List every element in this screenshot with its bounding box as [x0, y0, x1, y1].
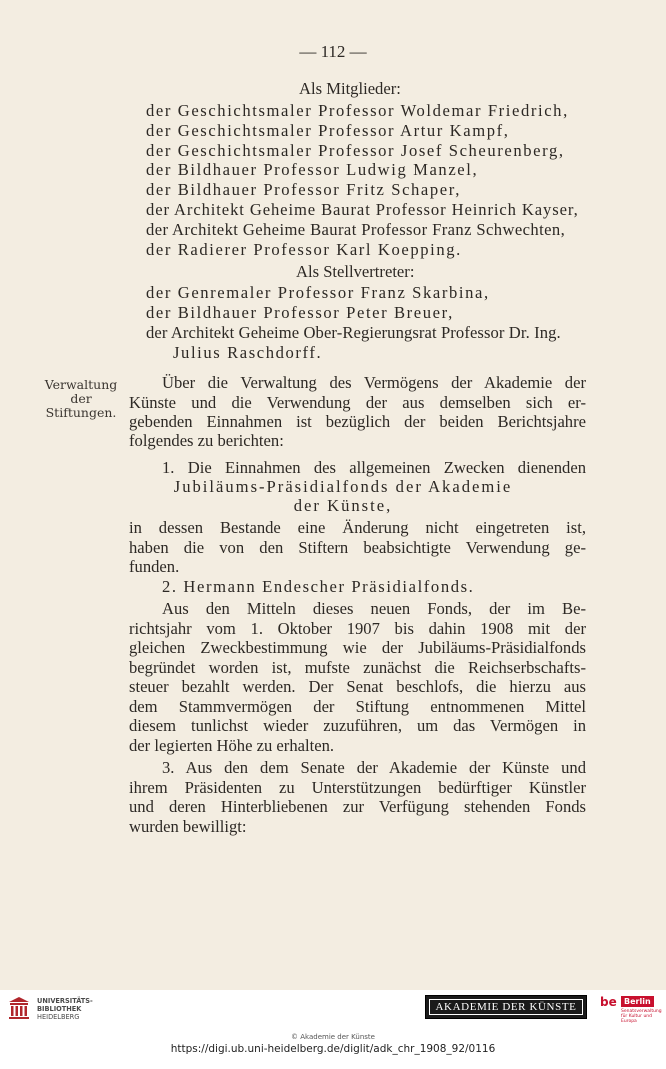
paragraph-line: folgendes zu berichten: — [129, 431, 284, 450]
member-line: der Geschichtsmaler Professor Woldemar Friedrich, — [146, 101, 569, 120]
member-line: der Radierer Professor Karl Koepping. — [146, 240, 462, 259]
paragraph-line: Über die Verwaltung des Vermögens der Akademie der — [162, 373, 586, 392]
paragraph-line: und deren Hinterbliebenen zur Verfügung stehenden Fonds — [129, 797, 586, 816]
section2-heading: 2. Hermann Endescher Präsidialfonds. — [162, 577, 475, 596]
paragraph-line: ihrem Präsidenten zu Unterstützungen bedürftiger Künstler — [129, 778, 586, 797]
paragraph-line: wurden bewilligt: — [129, 817, 247, 836]
library-logo-icon — [8, 996, 30, 1020]
copyright-text: © Akademie der Künste — [291, 1033, 375, 1041]
paragraph-line: dem Stammvermögen der Stiftung entnommenen Mittel — [129, 697, 586, 716]
adk-logo-label: AKADEMIE DER KÜNSTE — [429, 999, 583, 1015]
member-line: der Architekt Geheime Baurat Professor Heinrich Kayser, — [146, 200, 579, 219]
paragraph-line: der legierten Höhe zu erhalten. — [129, 736, 335, 755]
library-name: UNIVERSITÄTS- BIBLIOTHEK HEIDELBERG — [37, 997, 93, 1021]
paragraph-line: gebenden Einnahmen ist bezüglich der beiden Berichtsjahre — [129, 412, 586, 431]
paragraph-line: begründet worden ist, mufste zunächst die Reichserbschafts- — [129, 658, 586, 677]
section1-heading: Jubiläums-Präsidialfonds der Akademie — [173, 477, 513, 496]
paragraph-line: diesem tunlichst wieder zuzuführen, um das Vermögen in — [129, 716, 586, 735]
paragraph-line: in dessen Bestande eine Änderung nicht eingetreten ist, — [129, 518, 586, 537]
member-line: der Geschichtsmaler Professor Josef Scheurenberg, — [146, 141, 565, 160]
berlin-subtitle: Senatsverwaltung für Kultur und Europa — [621, 1009, 662, 1024]
member-line: der Geschichtsmaler Professor Artur Kampf, — [146, 121, 510, 140]
deputies-heading: Als Stellvertreter: — [296, 262, 415, 281]
page-number: — 112 — — [299, 42, 367, 61]
paragraph-line: richtsjahr vom 1. Oktober 1907 bis dahin 1908 mit der — [129, 619, 586, 638]
section1-heading: 1. Die Einnahmen des allgemeinen Zwecken dienenden — [162, 458, 586, 477]
document-url-link[interactable]: https://digi.ub.uni-heidelberg.de/diglit/adk_chr_1908_92/0116 — [170, 1043, 496, 1055]
member-line: der Bildhauer Professor Fritz Schaper, — [146, 180, 461, 199]
paragraph-line: Künste und die Verwendung der aus demselben sich er- — [129, 393, 586, 412]
paragraph-line: funden. — [129, 557, 180, 576]
paragraph-line: 3. Aus den dem Senate der Akademie der Künste und — [162, 758, 586, 777]
paragraph-line: haben die von den Stiftern beabsichtigte Verwendung ge- — [129, 538, 586, 557]
berlin-logo[interactable] — [600, 995, 662, 1025]
deputy-line: der Architekt Geheime Ober-Regierungsrat Professor Dr. Ing. — [146, 323, 561, 342]
member-line: der Bildhauer Professor Ludwig Manzel, — [146, 160, 479, 179]
margin-note: Verwaltung der Stiftungen. — [44, 377, 118, 420]
paragraph-line: steuer bezahlt werden. Der Senat beschlofs, die hierzu aus — [129, 677, 586, 696]
berlin-mark-icon: be — [600, 995, 617, 1009]
member-line: der Architekt Geheime Baurat Professor Franz Schwechten, — [146, 220, 566, 239]
members-heading: Als Mitglieder: — [299, 79, 401, 98]
deputy-line: Julius Raschdorff. — [173, 343, 323, 362]
adk-logo[interactable] — [425, 995, 587, 1019]
deputy-line: der Genremaler Professor Franz Skarbina, — [146, 283, 490, 302]
paragraph-line: gleichen Zweckbestimmung wie der Jubiläums-Präsidialfonds — [129, 638, 586, 657]
deputy-line: der Bildhauer Professor Peter Breuer, — [146, 303, 454, 322]
berlin-word: Berlin — [621, 996, 654, 1007]
paragraph-line: Aus den Mitteln dieses neuen Fonds, der im Be- — [162, 599, 586, 618]
footer-bar — [0, 990, 666, 1069]
section1-heading: der Künste, — [293, 496, 393, 515]
